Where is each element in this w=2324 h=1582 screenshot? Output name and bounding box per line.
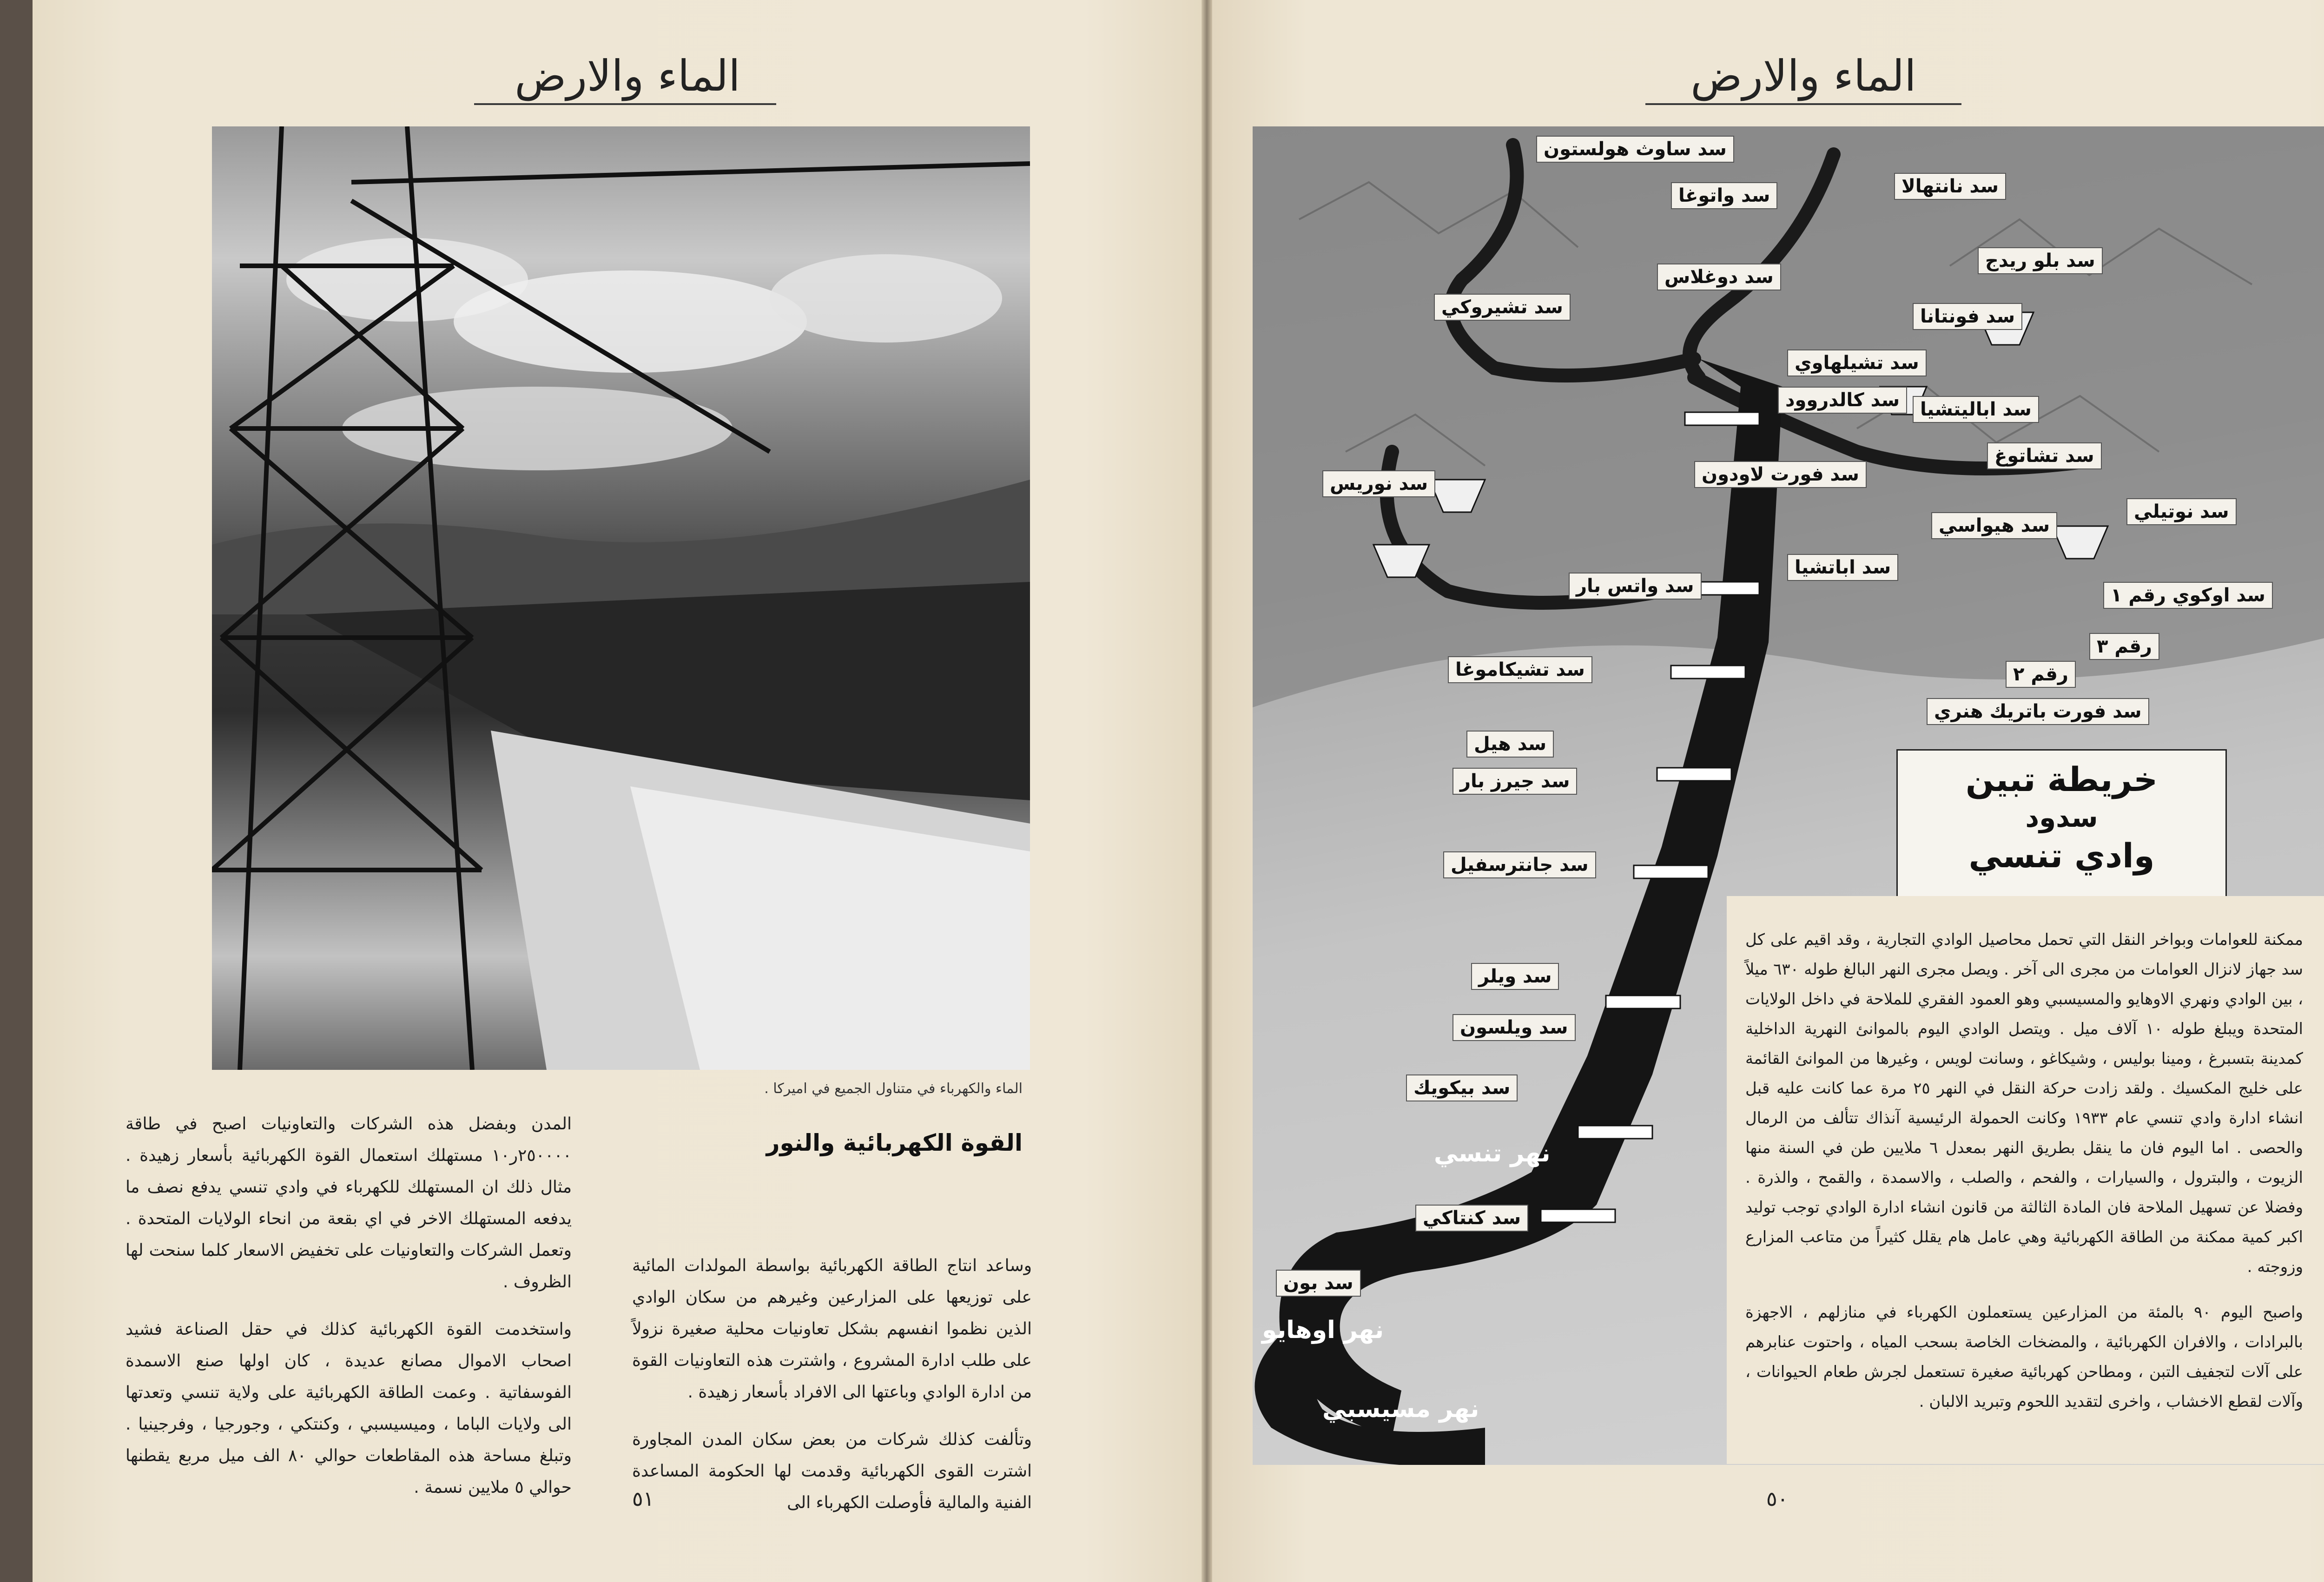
dam-label: سد بيكويك bbox=[1406, 1074, 1518, 1101]
right-page-number: ٥٠ bbox=[1766, 1487, 1789, 1511]
river-label-tennessee: نهر تنسي bbox=[1434, 1140, 1551, 1167]
paragraph: وساعد انتاج الطاقة الكهربائية بواسطة المولدات المائية على توزيعها على المزارعين وغيرهم من سكان الوادي الذين نظموا انفسهم بشكل تعاونيات محلية صغيرة نزولاً على طلب ادارة المشروع ، واشترت هذه التعاونيات القوة من ادارة الوادي وباعتها الى الافراد بأسعار زهيدة . bbox=[632, 1256, 1032, 1402]
dam-label: سد جانترسفيل bbox=[1443, 851, 1596, 878]
river-label-ohio: نهر اوهايو bbox=[1262, 1316, 1384, 1344]
dam-label: رقم ٣ bbox=[2089, 633, 2159, 660]
book-gutter bbox=[1202, 0, 1212, 1582]
dam-label: سد ساوث هولستون bbox=[1536, 136, 1734, 163]
photo-caption: الماء والكهرباء في متناول الجميع في اميركا . bbox=[764, 1081, 1023, 1097]
dam-label: سد هيواسي bbox=[1931, 512, 2057, 539]
dam-label: سد بون bbox=[1276, 1270, 1361, 1297]
dam-label: سد نوريس bbox=[1322, 470, 1435, 497]
right-header-rule bbox=[1645, 103, 1961, 105]
left-page-right-column bbox=[632, 1250, 1032, 1535]
river-label-mississippi: نهر مسيسبي bbox=[1322, 1395, 1479, 1423]
paragraph: ممكنة للعوامات وبواخر النقل التي تحمل محاصيل الوادي التجارية ، وقد اقيم على كل سد جهاز لانزال العوامات من مجرى الى آخر . ويصل مجرى النهر البالغ طوله ٦٣٠ ميلاً ، بين الوادي ونهري الاوهايو والمسيسبي وهو العمود الفقري للملاحة في داخل الولايات المتحدة ويبلغ طوله ١٠ آلاف ميل . ويتصل الوادي اليوم بالموانئ النهرية الداخلية كمدينة بتسبرغ ، ومينا بوليس ، وشيكاغو ، وسانت لويس ، وغيرها من الموانئ القائمة على خليج المكسيك . ولقد زادت حركة النقل في النهر ٢٥ مرة عما كانت عليه قبل انشاء ادارة وادي تنسي عام ١٩٣٣ وكانت الحمولة الرئيسية آنذاك تتألف من الرمال والحصى . اما اليوم فان ما ينقل بطريق النهر بمعدل ٦ ملايين طن في السنة منها الزيوت ، والبترول ، والسيارات ، والفحم ، والصلب ، والاسمدة ، والقمح ، والذرة . وفضلا عن تسهيل الملاحة فان المادة الثالثة من قانون انشاء ادارة الوادي توجب توليد اكبر كمية ممكنة من الطاقة الكهربائية وهي عامل هام يقلل كثيراً من متاعب المزارع وزوجته . bbox=[1745, 930, 2304, 1276]
dam-label: سد نانتهالا bbox=[1894, 173, 2006, 200]
right-page-header: الماء والارض bbox=[1690, 51, 1916, 101]
dam-label: سد فورت باتريك هنري bbox=[1927, 698, 2149, 725]
dam-label: سد كالدروود bbox=[1778, 387, 1907, 414]
dam-label: سد تشيكاموغا bbox=[1448, 656, 1592, 683]
dam-photo-drawing bbox=[212, 126, 1030, 1070]
left-header-rule bbox=[474, 103, 776, 105]
dam-label: سد ويلسون bbox=[1452, 1014, 1576, 1041]
dam-label: سد ويلر bbox=[1471, 963, 1559, 990]
dam-label: سد تشاتوغ bbox=[1987, 442, 2102, 469]
paragraph: وتألفت كذلك شركات من بعض سكان المدن المجاورة اشترت القوى الكهربائية وقدمت لها الحكومة المساعدة الفنية والمالية فأوصلت الكهرباء الى bbox=[632, 1430, 1032, 1512]
dam-label: سد تشيلهاوي bbox=[1787, 349, 1927, 376]
map-title-line2: سدود bbox=[2025, 802, 2098, 833]
dam-label: سد دوغلاس bbox=[1657, 264, 1781, 290]
right-page-column bbox=[1745, 925, 2303, 1432]
section-title: القوة الكهربائية والنور bbox=[766, 1129, 1023, 1156]
dam-label: سد كنتاكي bbox=[1415, 1205, 1528, 1232]
dam-label: رقم ٢ bbox=[2006, 661, 2076, 688]
dam-label: سد هيل bbox=[1466, 731, 1554, 758]
paragraph: المدن وبفضل هذه الشركات والتعاونيات اصبح في طاقة ٢٥٠٠٠٠ر١٠ مستهلك استعمال القوة الكهربائية بأسعار زهيدة . مثال ذلك ان المستهلك للكهرباء في وادي تنسي يدفع نصف ما يدفعه المستهلك الاخر في اي بقعة من انحاء الولايات المتحدة . وتعمل الشركات والتعاونيات على تخفيض الاسعار كلما سنحت لها الظروف . bbox=[125, 1114, 572, 1292]
dam-label: سد بلو ريدج bbox=[1978, 247, 2103, 274]
left-page-header: الماء والارض bbox=[515, 51, 740, 101]
map-title-line1: خريطة تبين bbox=[1965, 760, 2158, 799]
dam-label: سد اوكوي رقم ١ bbox=[2103, 582, 2273, 609]
dam-label: سد نوتيلي bbox=[2126, 498, 2237, 525]
dam-photo bbox=[212, 126, 1030, 1070]
dam-label: سد تشيروكي bbox=[1434, 294, 1571, 321]
left-page-left-column bbox=[125, 1108, 572, 1519]
paragraph: واصبح اليوم ٩٠ بالمئة من المزارعين يستعملون الكهرباء في منازلهم ، الاجهزة بالبرادات ، والافران الكهربائية ، والمضخات الخاصة بسحب المياه ، واحتوت عنابرهم على آلات لتجفيف التبن ، ومطاحن كهربائية صغيرة تستعمل لجرش طعام الحيوانات ، وآلات لقطع الاخشاب ، واخرى لتقديد اللحوم وتبريد الالبان . bbox=[1745, 1303, 2303, 1411]
dam-label: سد واتوغا bbox=[1671, 182, 1777, 209]
dam-label: سد فورت لاودون bbox=[1694, 461, 1867, 488]
left-page-number: ٥١ bbox=[632, 1487, 654, 1511]
map-title-box bbox=[1896, 749, 2227, 901]
dam-label: سد اباليتشيا bbox=[1913, 396, 2039, 423]
dam-label: سد فونتانا bbox=[1913, 303, 2022, 330]
dam-label: سد جيرز بار bbox=[1452, 768, 1577, 795]
dam-label: سد واتس بار bbox=[1569, 573, 1702, 600]
map-title-line3: وادي تنسي bbox=[1968, 836, 2155, 875]
dam-label: سد اباتشيا bbox=[1787, 554, 1898, 581]
paragraph: واستخدمت القوة الكهربائية كذلك في حقل الصناعة فشيد اصحاب الاموال مصانع عديدة ، كان اولها صنع الاسمدة الفوسفاتية . وعمت الطاقة الكهربائية على ولاية تنسي وتعدتها الى ولايات الباما ، وميسيسبي ، وكنتكي ، وجورجيا ، وفرجينيا . وتبلغ مساحة هذه المقاطعات حوالي ٨٠ الف ميل مربع يقطنها حوالي ٥ ملايين نسمة . bbox=[125, 1320, 572, 1497]
